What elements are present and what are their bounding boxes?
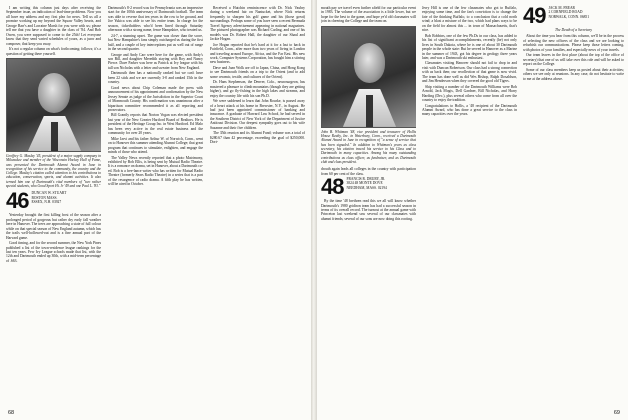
class-notes-paragraph: Bob Robbins, one of the few Ph.Ds in our class, has added to his list of significant accomplishments, recently (he) not only lives in South Dakota, where he is one of about 30 Dartmouth people in the whole state: But he served in Hanover as a Marine in the summer of 1943, got his degree in geology three years later, and was a Dartmouth ski enthusiast. xyxy=(422,33,517,60)
class-notes-paragraph: Yesterday brought the first killing frost of the season after a prolonged period of gorgeous but rather dry early fall weather here in Hanover. The trees are approaching a state of full colour while on that special season of New England autumn, which has the trails well-hollowed-out and is a fine annual part of the Harvard game. xyxy=(6,213,101,240)
class-secretary-address: FRANCIS R. DRURY, JR. 3824 48 MONTE DOVE NEEDHAM, MASS. 02194 xyxy=(346,177,387,190)
class-notes-paragraph: Some of our class members keep us posted about their activities; others we see only at reunions. In any case, do not hesitate to write to me at the address above. xyxy=(523,67,624,81)
class-notes-paragraph: Classmates visiting Hanover should not fail to drop in and visit with Duncan Robertson. Our class had a strong connection with us back then; our recollection of that game is now vivid. The team has done well as did Wes Bishop, Ralph Dosaldson, and Jim Henderson when they covered the good old Tigers. xyxy=(422,61,517,84)
class-notes-paragraph: Good timing, and for the second summer, the New York Pines published a list of the town-residence league rankings for the last ten years. Few Ivy League schools made that list, with the 12th and Dartmouth ended up 30th, with a mid-term percentage of .663. xyxy=(6,241,101,263)
portrait-photo-whitman xyxy=(321,26,416,128)
class-notes-paragraph: Dave and Joan Wolk are off to Japan, China, and Hong Kong to see Dartmouth friends on a trip to the Orient (and to add some ceramic, textile, and cultures of the Orient). xyxy=(210,65,305,79)
left-page xyxy=(0,0,311,420)
class-notes-paragraph: The Valley News recently reported that a photo Matrimony, exhibited by Bob Ellis, is being sent by Mutual Radio Theatre. It is a romance on drama, set in Hanover, about a Dartmouth co-ed. Bob is a free-lance writer who has written for Mutual Radio Theatre (formerly Sears Radio Theatre) in a series that is a part of the resurgence of radio drama. A fifth play he has written, will be aired in October. xyxy=(108,155,203,187)
class-notes-paragraph: Dartmouth then has a nationally ranked but we can't have been 22 stick and we are currently 3-0 and ranked 15th in the country. xyxy=(108,71,203,85)
class-notes-paragraph: About the time you hear from this column, we'll be in the process of selecting the new officers of the class and we are looking to refurbish our communications. Please keep those letters coming, with photos of your families, and especially news of your travels. xyxy=(523,34,624,52)
class-header-49 xyxy=(523,6,624,26)
right-column-1 xyxy=(321,6,416,222)
class-header-48 xyxy=(321,177,416,197)
class-notes-paragraph: 24-7, a stunning upset. The game was closer than the score, but New Hampshire's fans simply outcharged us during the first half, and a couple of key interceptions put us well out of range in the second quarter. xyxy=(108,33,203,52)
class-notes-paragraph: Congratulations to Hollis, a '48 recipient of the Dartmouth Alumni Award, who has done a great service to the class in many capacities over the years. xyxy=(422,103,517,117)
class-notes-paragraph: Good news about Chip Coleman made the press with announcement of his appointment and confirmation by the New Jersey Senate as judge of the Jurisdiction in the Superior Court of Monmouth County. His confirmation was unanimous after a bipartisan committee recommended it as all reporting and prosecutors. xyxy=(108,85,203,112)
class-notes-paragraph: Jerry Hill is one of the few classmates who got to Buffalo, enjoying some time, and the fan's conviction is to change the fate of the thinking Buffalo, to a conclusion that a cold north wind; a blast a mixture of the two, which had plans ways to be on the field for almost this ... in town of Massachusetts, that's nice. xyxy=(422,6,517,33)
right-column-2 xyxy=(422,6,517,118)
page-number-right: 69 xyxy=(613,410,620,416)
right-page xyxy=(317,0,628,420)
right-column-3 xyxy=(523,6,624,82)
class-notes-paragraph: Joe Hogan reported that he's hard at it for a last to back in Fairfield, Conn., after more than two years of living in London and traveling around Europe, Africa, and the Far East. His new work, Computer Systems Corporation, has bought him a stirring new business. xyxy=(210,42,305,65)
left-column-1 xyxy=(6,6,101,264)
column-intro: I am writing this column just days after receiving the September issue, an indication of lead-time problems. Now you all have my address and my first plea for news. Tell us all a promise working up my beyond the Squaw Valley hearts, and George Barr's and Lorraine Marsh for you were with us; please tell me that you have a daughter in the class of '84. And Bob Owen, you were supposed to come to the 25th! Let everyone know that they send varied schedules of yours, as a juror and composer, that keep you away. xyxy=(6,6,101,46)
class-notes-paragraph: drouth again leads all colleges in the country with participation from 60 per cent of the class. xyxy=(321,167,416,176)
left-column-2 xyxy=(108,6,203,188)
class-notes-paragraph: Mike Jarvi and his father Arthur W. of Norwich, Conn., went on to Hanover this summer attending Alumni College; that great program that continues to stimulate, enlighten, and engage the minds of those who attend. xyxy=(108,136,203,155)
photo-caption-whitman: John B. Whitman '48, vice president and treasurer of Hollis House Realty, Inc. in Waterbury, Conn., received a Dartmouth Alumni Award in June in recognition of "a sense of service that has been signaled." In addition to Whitman's years as class secretary, his citation traced his service to his Class and to Dartmouth in many capacities. Among his many outstanding contributions as class officer, as fundraiser, and as Dartmouth club and class president. xyxy=(321,129,416,164)
column-intro-2: It's not a regular column on what's forthcoming; follows; it's a question of getting there yourself. xyxy=(6,47,101,56)
class-notes-paragraph: George and Andy Carr were here for the game, with Andy's son Bill, and daughter Meredith staying with Roy and Nancy Pierce. Dave Parker was here as Patrick at Ivy league with his tall son Nicholas with a letter and sweater from New England. xyxy=(108,52,203,70)
class-notes-paragraph: Bill Grantly reports that Norton Vogan was elected president last year of the New Greater Hartford Board of Realtors. He is president of the Heritage Group Inc. in West Hartford. Ed Malo has been very active in the real estate business and the community for over 20 years. xyxy=(108,113,203,136)
photo-caption-maslay: Geoffrey G. Maslay '45, president of a major supply company in Milwaukee and member of the Wisconsin Hockey Hall of Fame, was presented the Dartmouth Alumni Award in June in recognition of his service to the community, the country and the College. Maslay's citation called attention to his contributions to education, conservation, sports, and alumni activities. It also termed him one of Dartmouth's vital members of "two rather special students, who Good Sport Hi. Jr '49 and one Paul L. '83." xyxy=(6,153,101,189)
class-notes-paragraph: Received a Hutchin reminiscence with Dr. Nick Vaubry during a weekend fair on Nantucket, where Nick returns frequently to sharpen his golf game and his (those great) surroundings. Perhaps some of you have seen a recent Bermuda Travel Agency advertisement appearing in national magazines. The pictured photographer was Richard Carling, and one of his models was Dr. Robert Hall, the daughter of our Shaul and Jackie Hogan. xyxy=(210,6,305,42)
class-header-46 xyxy=(6,191,101,211)
class-notes-paragraph: mouth pay we travel even further afield for our particular event in 1983. The volume of the association is a little lower, but we hope for the best to the game, and hope ye'd old classmates will join in cheering the College and the team on. xyxy=(321,6,416,24)
page-number-left: 68 xyxy=(8,410,15,416)
class-notes-paragraph: By the time '48 brethren read this we all will know whether Dartmouth's 1980 gridiron team has had a successful season in terms of its overall record. The turnout at the annual game with Princeton last weekend saw several of our classmates with alumni friends; several of our sons are now doing this rooting. xyxy=(321,199,416,221)
class-notes-paragraph: We were saddened to learn that John Rourke, is passed away of a heart attack at his home in Brewster, N.Y., in August. He had just been appointed commissioner of banking and insurance. A graduate of Harvard Law School, he had served in the Southern District of New York of the Department of Justice Antitrust Division. Our deepest sympathy goes out to his wife Suzanne and their five children. xyxy=(210,99,305,130)
left-column-3 xyxy=(210,6,305,146)
class-notes-paragraph: Dartmouth's 8-2 record was for Pennsylvania was an impressive start for the 100th anniversary of Dartmouth football. The team was able to reverse that ten years in the row to be ground, and Joe Yukica was able to see his entire team. In charge for the season, ticketholders who'd been lined through Saturday afternoon with a strong name, fence Hampshire, who treated us. xyxy=(108,6,203,33)
class-notes-paragraph: Our team leaves in the first place (about the top of the office of secretary) that one of us will take over this role and will be asked to report on the College. xyxy=(523,53,624,67)
section-heading: The Death of a Secretary xyxy=(555,28,592,32)
class-year-number: 46 xyxy=(6,191,29,212)
class-notes-paragraph: Dr. Hans Stephenson, the Denver, Colo., neurosurgeon, has mastered a pleasure to climb mountains (though they are getting higher), and go fly-fishing in the high lakes and streams, and enjoy the country life with his son Ph.D. xyxy=(210,80,305,98)
class-secretary-address: JACK M. FREAR 2 CORNFIELD ROAD NORWALK, CONN. 06851 xyxy=(548,6,590,19)
class-notes-paragraph: Ship visiting a number of the Dartmouth Williams were Bob Arnold, Jack Mogis, Dell Gardner, Bill Nicholas, and Harry Harding (Dec.), plus several others who come from all over the country to enjoy the tradition. xyxy=(422,84,517,103)
class-year-number: 49 xyxy=(523,6,546,26)
portrait-photo-maslay xyxy=(6,58,101,152)
class-secretary-address: DUNCAN W. STUART BOSTON MASS. ESSEX, N.H. 03927 xyxy=(31,191,67,204)
class-notes-paragraph: The 35th reunion and its Alumni Fund; volume was a total of $280.67 than 42 percentage, exceeding the goal of $250,000. Dort- xyxy=(210,131,305,145)
class-year-number: 48 xyxy=(321,177,344,198)
